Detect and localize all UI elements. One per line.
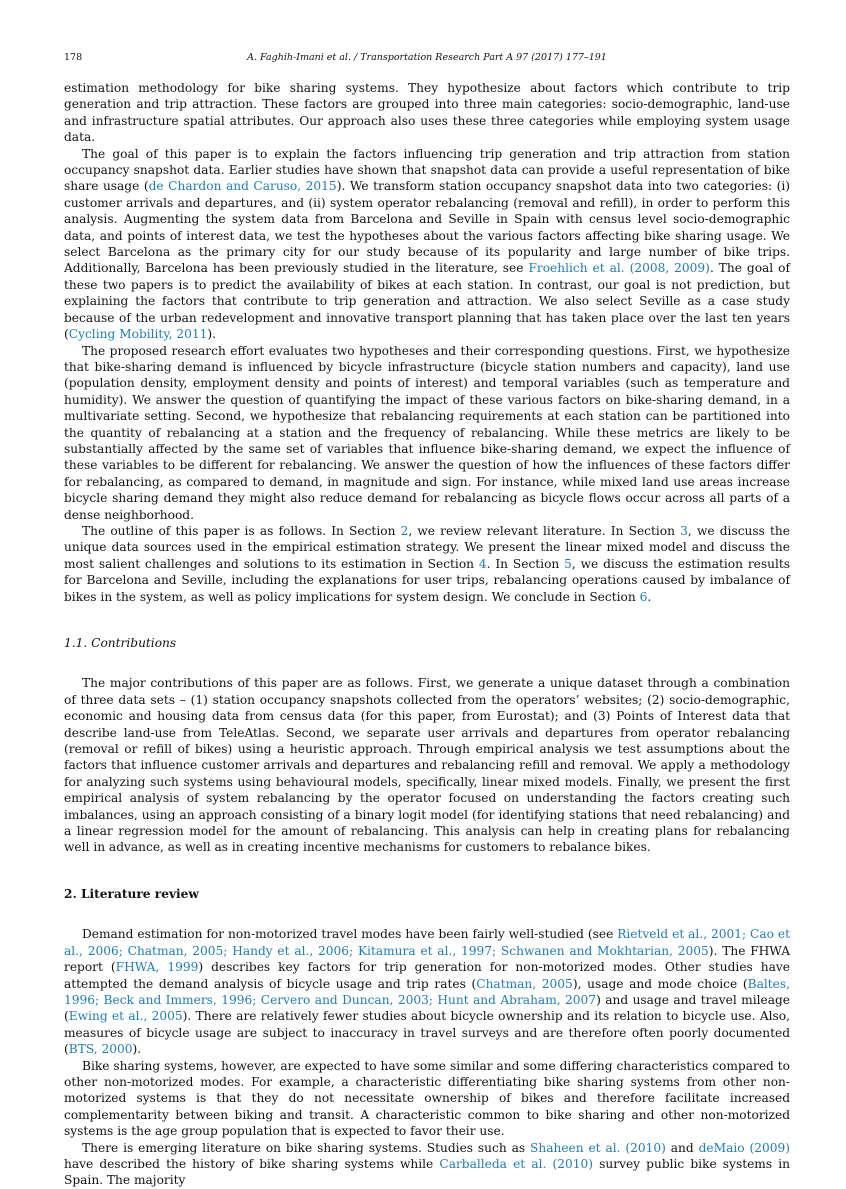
citation-link[interactable]: Rietveld et al., 2001; Cao et al., 2006; Chatman, 2005; Handy et al., 2006; Kitamura et al., 1997; Schwanen and Mokhtarian, 2005 [64, 927, 790, 958]
citation-link[interactable]: BTS, 2000 [68, 1042, 133, 1057]
text-run: ) describes key factors for trip generation for non-motorized modes. Other studies have attempted the demand analysis of bicycle usage and trip rates ( [64, 960, 790, 991]
text-run: ). [207, 327, 217, 342]
text-run: ) and usage and travel mileage ( [64, 992, 790, 1024]
section-link[interactable]: 2 [400, 523, 409, 538]
citation-link[interactable]: deMaio (2009) [698, 1140, 790, 1155]
paragraph [64, 523, 790, 605]
citation-link[interactable]: Cycling Mobility, 2011 [68, 327, 208, 342]
paragraph: Bike sharing systems, however, are expected to have some similar and some differing characteristics compared to other non-motorized modes. For example, a characteristic differentiating bike sharing systems from other non-motorized systems is that they do not necessitate ownership of bikes and therefore facilitate increased complementarity between biking and transit. A characteristic common to bike sharing and other non-motorized systems is the age group population that is expected to favor their use. [64, 1058, 790, 1139]
paragraph: The proposed research effort evaluates two hypotheses and their corresponding questions. First, we hypothesize that bike-sharing demand is influenced by bicycle infrastructure (bicycle station numbers and capacity), land use (population density, employment density and points of interest) and temporal variables (such as temperature and humidity). We answer the question of quantifying the impact of these various factors on bike-sharing demand, in a multivariate setting. Second, we hypothesize that rebalancing requirements at each station can be partitioned into the quantity of rebalancing at a station and the frequency of rebalancing. While these metrics are likely to be substantially affected by the same set of variables that influence bike-sharing demand, we expect the influence of these variables to be different for rebalancing. We answer the question of how the influences of these factors differ for rebalancing, as compared to demand, in magnitude and sign. For instance, while mixed land use areas increase bicycle sharing demand they might also reduce demand for rebalancing as bicycle flows occur across all parts of a dense neighborhood. [64, 343, 790, 522]
text-run: survey public bike systems in Spain. The majority [64, 1156, 790, 1188]
text-run: ). There are relatively fewer studies about bicycle ownership and its relation to bicycle use. Also, measures of bicycle usage are subject to inaccuracy in travel surveys and are therefore often poorly documented ( [64, 1009, 791, 1057]
paragraph: estimation methodology for bike sharing systems. They hypothesize about factors which contribute to trip generation and trip attraction. These factors are grouped into three main categories: socio-demographic, land-use and infrastructure spatial attributes. Our approach also uses these three categories while employing system usage data. [64, 81, 790, 145]
text-run: , we discuss the unique data sources used in the empirical estimation strategy. We present the linear mixed model and discuss the most salient challenges and solutions to its estimation in Section [64, 523, 790, 571]
text-run: . [647, 589, 652, 604]
text-run: ), usage and mode choice ( [572, 976, 748, 991]
citation-link[interactable]: Froehlich et al. (2008, 2009) [528, 261, 710, 276]
text-run: . The goal of these two papers is to predict the availability of bikes at each station. In contrast, our goal is not prediction, but explaining the factors that contribute to trip generation and attraction. We also select Seville as a case study because of the urban redevelopment and innovative transport planning that has taken place over the last ten years ( [64, 261, 790, 342]
text-run: ). We transform station occupancy snapshot data into two categories: (i) customer arrivals and departures, and (ii) system operator rebalancing (removal and refill), in order to perform this analysis. Augmenting the system data from Barcelona and Seville in Spain with census level socio-demographic data, and points of interest data, we test the hypotheses about the various factors affecting bike sharing usage. We select Barcelona as the primary city for our study because of its popularity and large number of bike trips. Additionally, Barcelona has been previously studied in the literature, see [64, 179, 791, 276]
citation-link[interactable]: Shaheen et al. (2010) [530, 1140, 666, 1155]
citation-link[interactable]: de Chardon and Caruso, 2015 [148, 179, 337, 194]
text-run: There is emerging literature on bike sharing systems. Studies such as [82, 1140, 530, 1155]
section-link[interactable]: 6 [639, 589, 648, 604]
text-run: and [665, 1140, 699, 1155]
text-run: The outline of this paper is as follows. In Section [82, 523, 401, 538]
running-header [64, 52, 790, 68]
running-title: A. Faghih-Imani et al. / Transportation Research Part A 97 (2017) 177–191 [247, 52, 607, 63]
text-run: ). [132, 1042, 142, 1057]
paragraph: The major contributions of this paper are as follows. First, we generate a unique dataset through a combination of three data sets – (1) station occupancy snapshots collected from the operators’ websites; (2) socio-demographic, economic and housing data from census data (for this paper, from Eurostat); and (3) Points of Interest data that describe land-use from TeleAtlas. Second, we separate user arrivals and departures from operator rebalancing (removal or refill of bikes) using a heuristic approach. Through empirical analysis we test assumptions about the factors that influence customer arrivals and departures and rebalancing refill and removal. We apply a methodology for analyzing such systems using behavioural models, specifically, linear mixed models. Finally, we present the first empirical analysis of system rebalancing by the operator focused on understanding the factors creating such imbalances, using an approach consisting of a binary logit model (for identifying stations that need rebalancing) and a linear regression model for the amount of rebalancing. This analysis can help in creating plans for rebalancing well in advance, as well as in creating incentive mechanisms for customers to rebalance bikes. [64, 676, 790, 855]
paragraph [64, 146, 790, 343]
text-run: , we discuss the estimation results for Barcelona and Seville, including the explanations for user trips, rebalancing operations caused by imbalance of bikes in the system, as well as policy implications for system design. We conclude in Section [64, 556, 791, 604]
section-link[interactable]: 3 [680, 523, 688, 538]
section-link[interactable]: 5 [564, 556, 572, 571]
subsection-title: 1.1. Contributions [64, 636, 177, 650]
text-run: . In Section [486, 556, 565, 571]
text-run: , we review relevant literature. In Section [408, 523, 681, 538]
citation-link[interactable]: Ewing et al., 2005 [68, 1009, 183, 1024]
text-run: ). The FHWA report ( [64, 943, 791, 975]
citation-link[interactable]: Baltes, 1996; Beck and Immers, 1996; Cervero and Duncan, 2003; Hunt and Abraham, 2007 [64, 976, 790, 1007]
citation-link[interactable]: Chatman, 2005 [476, 976, 573, 991]
citation-link[interactable]: FHWA, 1999 [115, 960, 199, 975]
paragraph [64, 1140, 790, 1189]
citation-link[interactable]: Carballeda et al. (2010) [439, 1156, 594, 1171]
paragraph [64, 926, 790, 1057]
article-body [64, 80, 790, 1189]
text-run: The goal of this paper is to explain the factors influencing trip generation and trip attraction from station occupancy snapshot data. Earlier studies have shown that snapshot data can provide a useful representation of bike share usage ( [64, 146, 790, 194]
section-title: 2. Literature review [64, 886, 199, 901]
text-run: Demand estimation for non-motorized travel modes have been fairly well-studied (see [82, 927, 618, 942]
page-number: 178 [64, 52, 83, 63]
text-run: have described the history of bike sharing systems while [64, 1156, 440, 1171]
section-link[interactable]: 4 [478, 556, 487, 571]
